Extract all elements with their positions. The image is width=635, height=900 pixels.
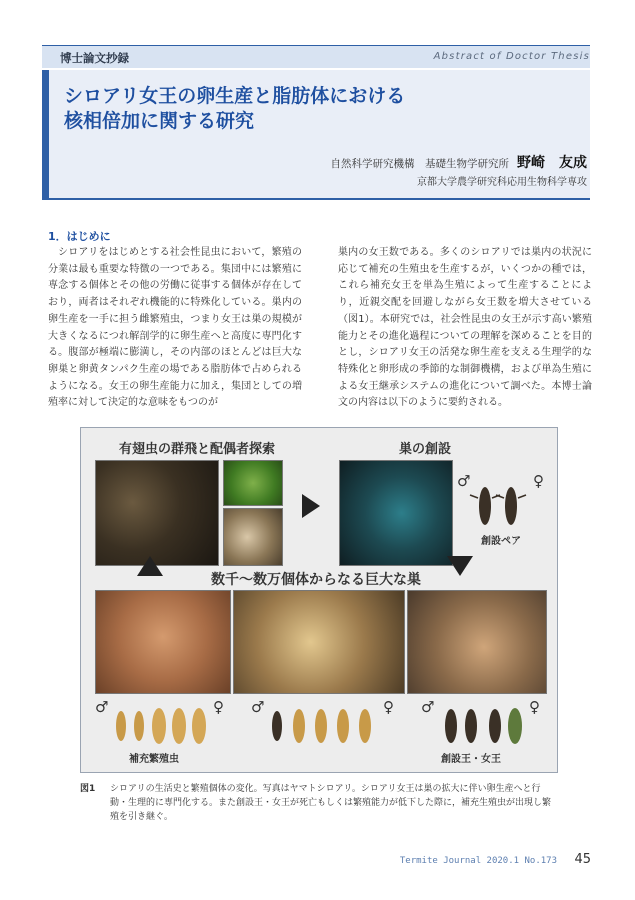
label-supplementary: 補充繁殖虫: [129, 754, 179, 765]
title-accent-bar: [42, 70, 49, 198]
label-swarming: 有翅虫の群飛と配偶者探索: [119, 442, 276, 457]
female-symbol-right: ♀: [529, 698, 540, 716]
female-symbol: ♀: [533, 472, 544, 490]
photo-mate-search: [223, 508, 283, 566]
female-symbol-middle: ♀: [383, 698, 394, 716]
arrow-down-icon: [447, 556, 473, 576]
photo-king-queen: [407, 590, 547, 694]
section-label-en: Abstract of Doctor Thesis: [433, 51, 590, 62]
photo-nest-founding: [339, 460, 453, 566]
caption-text: シロアリの生活史と繁殖個体の変化。写真はヤマトシロアリ。シロアリ女王は巣の拡大に伴い卵生産へと行動・生理的に専門化する。また創設王・女王が死亡もしくは繁殖能力が低下した際に，補充生殖虫が出現し繁殖を引き継ぐ。: [110, 784, 552, 822]
supplementary-reproductives-illustration: [111, 704, 211, 748]
male-symbol-right: ♂: [421, 698, 435, 716]
caste-illustration: [267, 704, 379, 748]
body-text-left: シロアリをはじめとする社会性昆虫において，繁殖の分業は最も重要な特徴の一つである。集団中には繁殖に専念する個体とその他の労働に従事する個体が存在しており，両者はそれぞれ機能的に特殊化している。巣内の卵生産を一手に担う雌繁殖虫，つまり女王は巣の規模が大きくなるにつれ解剖学的に卵生産へと高度に専門化する。腹部が極端に膨満し，その内部のほとんどは巨大な卵巣と卵黄タンパク生産の場である脂肪体で占められるようになる。女王の卵生産能力に加え，集団としての増殖率に対して決定的な意味をもつのが: [48, 247, 302, 409]
title-line-2: 核相倍加に関する研究: [64, 110, 255, 132]
affiliation-1: 自然科学研究機構 基礎生物学研究所: [330, 158, 509, 170]
article-title: [64, 84, 405, 134]
photo-supplementary-reproductives: [95, 590, 231, 694]
journal-footer: Termite Journal 2020.1 No.173: [399, 856, 557, 866]
label-founding-pair: 創設ペア: [481, 536, 521, 547]
affiliation-2: 京都大学農学研究科応用生物科学専攻: [417, 177, 587, 188]
photo-large-colony: [233, 590, 405, 694]
male-symbol: ♂: [457, 472, 471, 490]
figure-caption: [80, 782, 556, 824]
photo-alate-on-leaf: [223, 460, 283, 506]
figure-1: [80, 427, 558, 773]
label-colony: 数千～数万個体からなる巨大な巣: [211, 572, 421, 588]
arrow-up-icon: [137, 556, 163, 576]
female-symbol-left: ♀: [213, 698, 224, 716]
label-founding: 巣の創設: [399, 442, 452, 457]
author-name: 野崎 友成: [517, 155, 587, 171]
page-number: 45: [574, 852, 591, 867]
body-text-right: 巣内の女王数である。多くのシロアリでは巣内の状況に応じて補充の生殖虫を生産するが，いくつかの種では，これら補充女王を単為生殖によって生産することにより，近親交配を回避しながら女王数を増大させている（図1）。本研究では，社会性昆虫の女王が示す高い繁殖能力とその進化過程についての理解を深めることを目的とし，シロアリ女王の活発な卵生産を支える生理学的な特殊化と卵形成の季節的な制御機構，および単為生殖による女王継承システムの進化について調べた。本博士論文の内容は以下のように要約される。: [338, 247, 592, 409]
label-king-queen: 創設王・女王: [441, 754, 501, 765]
arrow-right-icon: [302, 494, 320, 518]
section-label: 博士論文抄録: [60, 51, 129, 65]
section-heading: 1．はじめに: [48, 230, 111, 243]
male-symbol-middle: ♂: [251, 698, 265, 716]
title-line-1: シロアリ女王の卵生産と脂肪体における: [64, 85, 406, 107]
author-line: [331, 152, 588, 172]
caption-label: 図1: [80, 784, 96, 794]
founding-pair-illustration: [469, 482, 529, 530]
king-queen-illustration: [437, 704, 527, 748]
male-symbol-left: ♂: [95, 698, 109, 716]
photo-swarming-alates: [95, 460, 219, 566]
